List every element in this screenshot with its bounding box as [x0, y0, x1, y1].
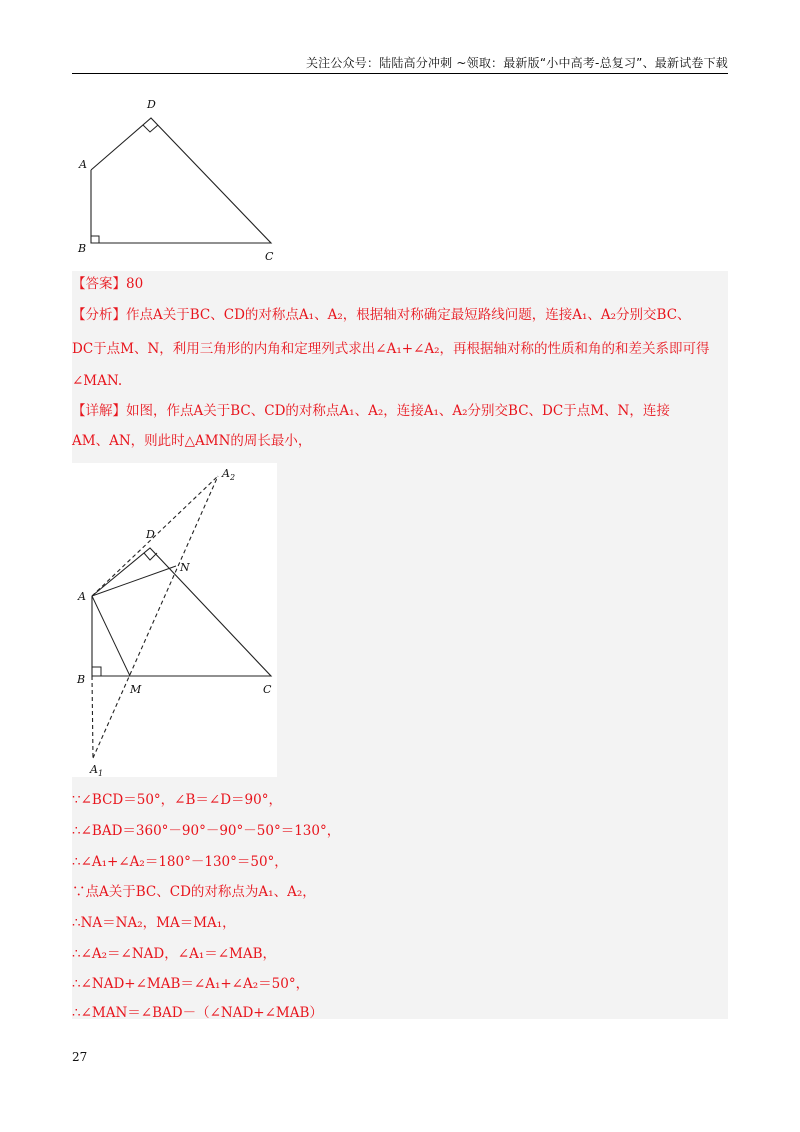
step-3: ∴∠A₁+∠A₂＝180°－130°＝50°，	[72, 854, 288, 870]
label-M: M	[130, 683, 142, 696]
step-2: ∴∠BAD＝360°－90°－90°－50°＝130°，	[72, 823, 341, 839]
step-7: ∴∠NAD+∠MAB＝∠A₁+∠A₂＝50°，	[72, 976, 310, 992]
analysis-line-3: ∠MAN.	[72, 373, 123, 389]
step-6: ∴∠A₂＝∠NAD，∠A₁＝∠MAB，	[72, 946, 277, 962]
answer-value: 80	[126, 276, 144, 292]
analysis-line-1	[72, 302, 691, 328]
detail-line-2: AM、AN，则此时△AMN的周长最小，	[72, 433, 312, 449]
detail-text-1: 如图，作点A关于BC、CD的对称点A₁、A₂，连接A₁、A₂分别交BC、DC于点M、N，连接	[126, 403, 670, 419]
label-C: C	[265, 250, 274, 263]
step-8: ∴∠MAN＝∠BAD－（∠NAD+∠MAB）	[72, 1005, 323, 1021]
figure-quadrilateral	[72, 92, 292, 267]
step-4: ∵点A关于BC、CD的对称点为A₁、A₂，	[72, 884, 316, 900]
label-B-2: B	[77, 673, 86, 686]
analysis-line-2: DC于点M、N，利用三角形的内角和定理列式求出∠A₁+∠A₂，再根据轴对称的性质和角的和差关系即可得	[72, 341, 710, 357]
step-5: ∴NA＝NA₂，MA＝MA₁，	[72, 915, 236, 931]
analysis-text-1: 作点A关于BC、CD的对称点A₁、A₂，根据轴对称确定最短路线问题，连接A₁、A₂分别交BC、	[126, 307, 691, 323]
answer-tag: 【答案】	[72, 276, 126, 292]
label-A1: $A_1$	[90, 763, 104, 777]
label-A2: $A_2$	[222, 467, 236, 482]
detail-tag: 【详解】	[72, 403, 126, 419]
page-header: 关注公众号：陆陆高分冲刺 ~领取：最新版“小中高考-总复习”、最新试卷下载	[305, 56, 728, 70]
page-number: 27	[72, 1050, 88, 1064]
detail-line-1	[72, 398, 670, 424]
analysis-tag: 【分析】	[72, 307, 126, 323]
answer-line	[72, 271, 143, 297]
figure-construction	[72, 463, 277, 777]
label-B: B	[78, 242, 87, 255]
label-D: D	[147, 98, 156, 111]
label-D2: D	[146, 528, 155, 541]
step-1: ∵∠BCD＝50°，∠B＝∠D＝90°，	[72, 792, 282, 808]
header-rule	[72, 73, 728, 74]
label-C-2: C	[263, 683, 272, 696]
label-N: N	[180, 561, 190, 574]
label-A: A	[79, 158, 87, 171]
label-A-2: A	[78, 590, 86, 603]
